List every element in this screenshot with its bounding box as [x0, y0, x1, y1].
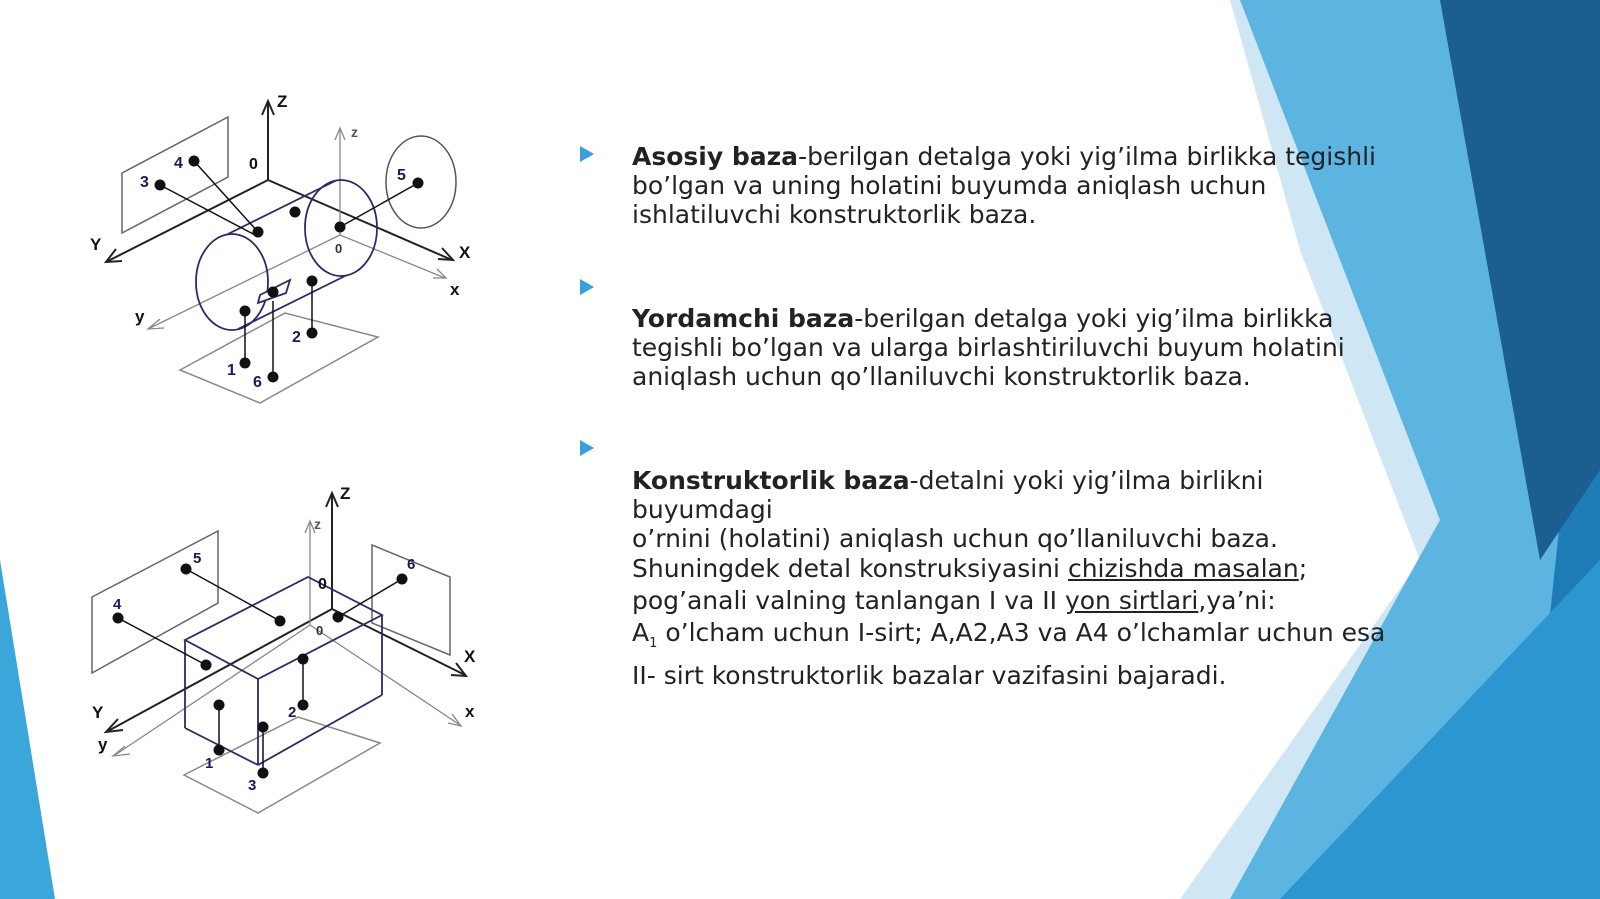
p2-line2: tegishli bo’lgan va ularga birlashtiriluvchi buyum holatini [632, 333, 1345, 362]
bullet-3 [580, 440, 594, 456]
label-point-4: 4 [174, 155, 183, 172]
label-x: x [465, 702, 475, 721]
figure-cylinder [80, 85, 500, 415]
label-point-2: 2 [288, 704, 297, 721]
label-point-3: 3 [248, 777, 257, 794]
label-Z: Z [340, 485, 351, 503]
axes [106, 493, 466, 732]
label-y: y [98, 735, 108, 754]
p2-line1: -berilgan detalga yoki yig’ilma birlikka [854, 304, 1334, 333]
label-point-5: 5 [397, 167, 406, 184]
p3-line4: pog’anali valning tanlangan I va II yon sirtlari,ya’ni: [632, 586, 1276, 615]
bullet-1 [580, 146, 594, 162]
link-yon-sirtlari[interactable]: yon sirtlari [1064, 586, 1199, 615]
p2-line3: aniqlash uchun qo’llaniluvchi konstruktorlik baza. [632, 362, 1251, 391]
p1-line1: -berilgan detalga yoki yig’ilma birlikka tegishli [798, 142, 1376, 171]
label-Y: Y [92, 703, 104, 722]
points [113, 564, 408, 779]
label-y: y [135, 307, 145, 326]
label-origin-small: 0 [316, 623, 324, 638]
label-Y: Y [90, 235, 102, 254]
link-chizishda-masalan[interactable]: chizishda masalan [1067, 554, 1299, 583]
label-origin: 0 [249, 156, 258, 173]
term-yordamchi-baza: Yordamchi baza [632, 304, 855, 333]
projection-lines [118, 569, 402, 773]
label-X: X [464, 647, 476, 666]
bullet-2 [580, 279, 594, 295]
plane-bottom [180, 313, 378, 403]
figure-box [80, 485, 500, 820]
p3-line3: Shuningdek detal konstruksiyasini chizishda masalan; [632, 554, 1308, 583]
plane-left [122, 117, 228, 233]
term-asosiy-baza: Asosiy baza [632, 142, 799, 171]
label-point-6: 6 [253, 374, 262, 391]
label-X: X [459, 243, 471, 262]
label-origin: 0 [318, 576, 327, 593]
label-point-2: 2 [292, 329, 301, 346]
plane-bottom [184, 717, 380, 813]
bg-shape-left [0, 560, 55, 899]
label-x: x [450, 280, 460, 299]
term-konstruktorlik-baza: Konstruktorlik baza [632, 466, 910, 495]
label-point-6: 6 [407, 556, 416, 573]
label-point-5: 5 [193, 550, 202, 567]
label-origin-small: 0 [335, 241, 343, 256]
paragraph-yordamchi-baza [632, 304, 1402, 391]
p1-line3: ishlatiluvchi konstruktorlik baza. [632, 200, 1037, 229]
label-z: z [314, 516, 321, 532]
label-point-1: 1 [205, 755, 214, 772]
label-point-3: 3 [140, 174, 149, 191]
label-Z: Z [277, 92, 288, 111]
p3-line1: -detalni yoki yig’ilma birlikni buyumdagi [632, 466, 1264, 524]
p3-line6: II- sirt konstruktorlik bazalar vazifasini bajaradi. [632, 661, 1227, 690]
p3-line5: $A_1$ o’lcham uchun I-sirt; A,A2,A3 va A4 o’lchamlar uchun esa [632, 618, 1386, 651]
projection-lines [160, 161, 418, 377]
paragraph-konstruktorlik-baza [632, 466, 1402, 692]
p1-line2: bo’lgan va uning holatini buyumda aniqlash uchun [632, 171, 1267, 200]
label-z: z [351, 124, 358, 140]
label-point-4: 4 [113, 596, 122, 613]
label-point-1: 1 [227, 362, 236, 379]
p3-line2: o’rnini (holatini) aniqlash uchun qo’llaniluvchi baza. [632, 524, 1278, 553]
paragraph-asosiy-baza [632, 142, 1402, 229]
